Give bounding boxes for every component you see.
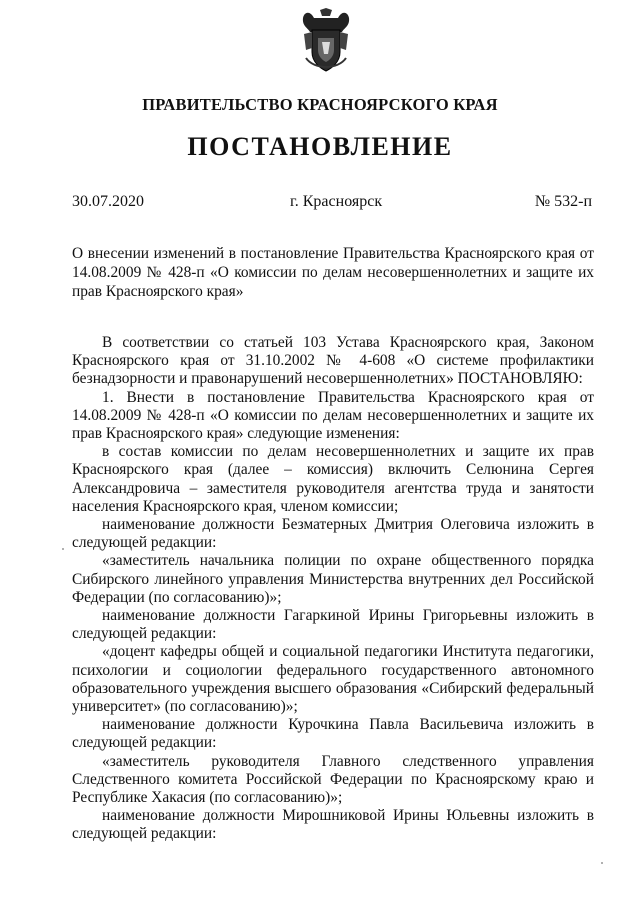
- body-paragraph: «доцент кафедры общей и социальной педагогики Института педагогики, психологии и социологии федерального государственного автономного образовательного учреждения высшего образования «Сибирский федеральный университет» (по согласованию)»;: [72, 643, 594, 716]
- clause-1-paragraph: 1. Внести в постановление Правительства Красноярского края от 14.08.2009 № 428-п «О комиссии по делам несовершеннолетних и защите их прав Красноярского края» следующие изменения:: [72, 388, 594, 443]
- document-number: № 532-п: [534, 193, 592, 210]
- body-paragraph: наименование должности Мирошниковой Ирины Юльевны изложить в следующей редакции:: [72, 807, 594, 843]
- body-paragraph: «заместитель руководителя Главного следственного управления Следственного комитета Российской Федерации по Красноярскому краю и Республике Хакасия (по согласованию)»;: [72, 752, 594, 807]
- document-date: 30.07.2020: [72, 193, 144, 210]
- document-city: г. Красноярск: [290, 193, 383, 210]
- coat-of-arms-icon: [300, 8, 352, 74]
- body-paragraph: наименование должности Курочкина Павла Васильевича изложить в следующей редакции:: [72, 716, 594, 752]
- scan-speck: [601, 862, 603, 864]
- preamble-paragraph: В соответствии со статьей 103 Устава Красноярского края, Законом Красноярского края от 31.10.2002 № 4-608 «О системе профилактики безнадзорности и правонарушений несовершеннолетних» ПОСТАНОВЛЯЮ:: [72, 334, 594, 388]
- document-subject: О внесении изменений в постановление Правительства Красноярского края от 14.08.2009 № 428-п «О комиссии по делам несовершеннолетних и защите их прав Красноярского края»: [72, 245, 594, 300]
- body-paragraph: наименование должности Гагаркиной Ирины Григорьевны изложить в следующей редакции:: [72, 607, 594, 643]
- government-name: ПРАВИТЕЛЬСТВО КРАСНОЯРСКОГО КРАЯ: [142, 95, 498, 114]
- document-type: ПОСТАНОВЛЕНИЕ: [187, 132, 453, 161]
- body-paragraph: наименование должности Безматерных Дмитрия Олеговича изложить в следующей редакции:: [72, 516, 594, 552]
- body-paragraph: в состав комиссии по делам несовершеннолетних и защите их прав Красноярского края (далее – комиссия) включить Селюнина Сергея Александровича – заместителя руководителя агентства труда и занятости населения Красноярского края, членом комиссии;: [72, 443, 594, 515]
- scan-speck: [62, 548, 64, 550]
- document-body: [72, 334, 594, 844]
- document-meta: [72, 193, 592, 215]
- body-paragraph: «заместитель начальника полиции по охране общественного порядка Сибирского линейного управления Министерства внутренних дел Российской Федерации (по согласованию)»;: [72, 552, 594, 606]
